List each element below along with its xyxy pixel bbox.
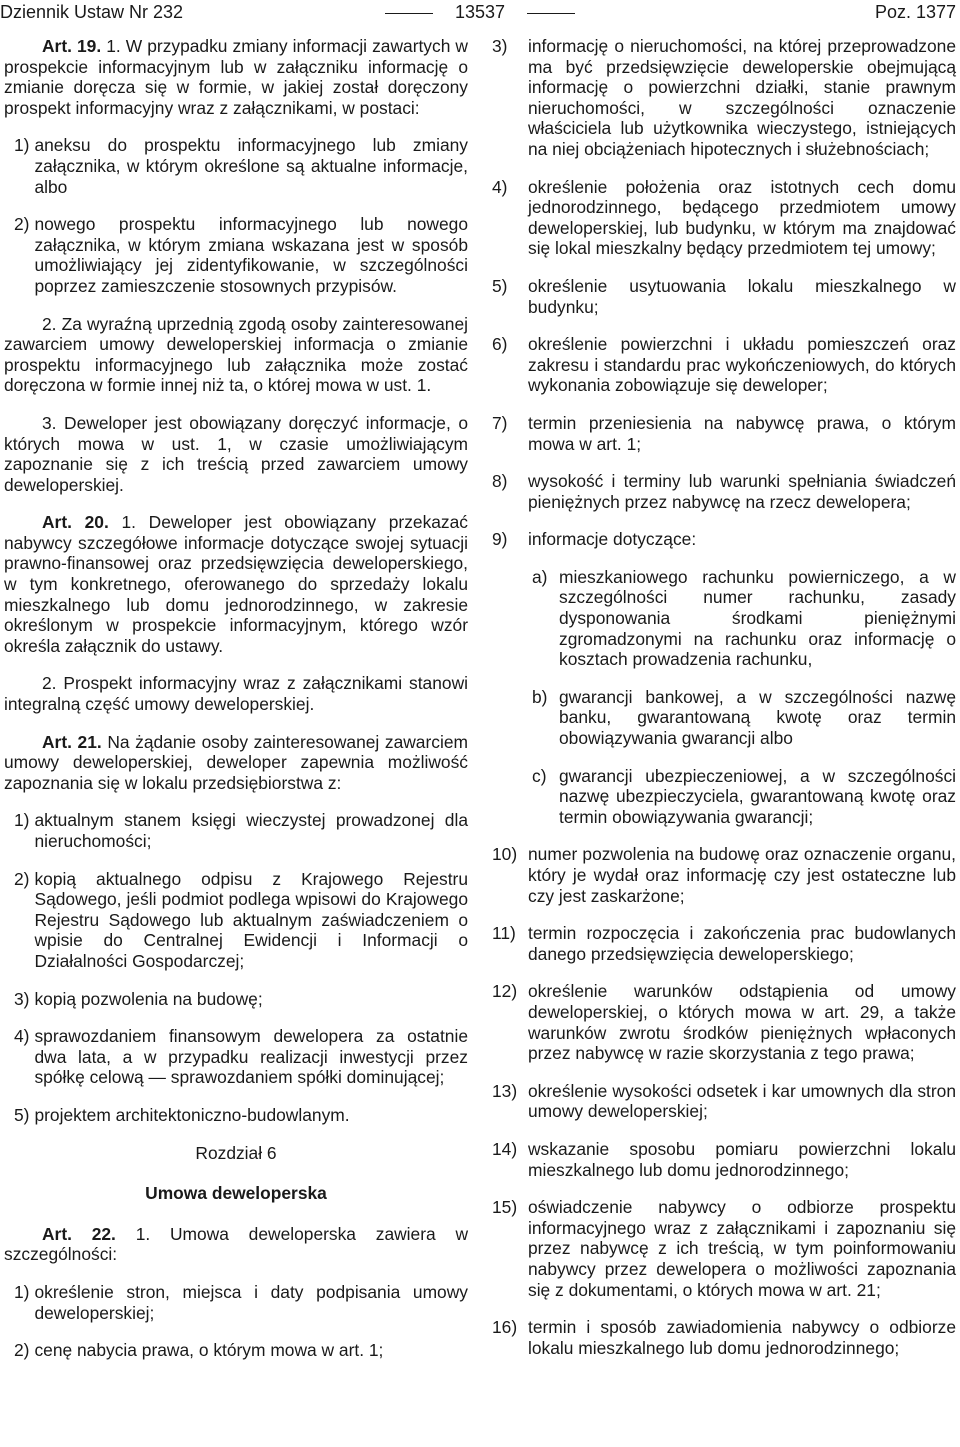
- item-text: termin rozpoczęcia i zakończenia prac budowlanych danego przedsięwzięcia deweloperskiego;: [528, 923, 956, 964]
- page-number-text: 13537: [454, 2, 506, 22]
- sub-list-item: [532, 567, 956, 670]
- item-number: 4): [14, 1026, 30, 1047]
- item-number: b): [532, 686, 548, 707]
- item-number: 10): [492, 844, 518, 865]
- item-number: 7): [492, 412, 508, 433]
- list-item: [492, 1081, 956, 1122]
- list-item: [492, 334, 956, 396]
- list-item: [4, 989, 468, 1010]
- item-text: nowego prospektu informacyjnego lub nowego załącznika, w którym zmiana wskazana jest w sposób umożliwiający jej zidentyfikowanie, w szczególności poprzez zamieszczenie stosownych przypisów.: [34, 214, 468, 296]
- item-number: c): [532, 765, 547, 786]
- list-item: [4, 214, 468, 296]
- list-item: [4, 810, 468, 851]
- item-number: 15): [492, 1197, 518, 1218]
- art21-list: [4, 810, 468, 1125]
- left-column: [4, 36, 468, 1378]
- item-text: określenie stron, miejsca i daty podpisania umowy deweloperskiej;: [34, 1281, 468, 1323]
- item-number: 16): [492, 1317, 518, 1338]
- item-text: aneksu do prospektu informacyjnego lub zmiany załącznika, w którym określone są aktualne informacje, albo: [34, 135, 468, 197]
- list-item: [492, 276, 956, 317]
- art19-list: [4, 135, 468, 296]
- list-item: [492, 36, 956, 160]
- item-text: gwarancji bankowej, a w szczególności nazwę banku, gwarantowaną kwotę oraz termin obowiązywania gwarancji albo: [559, 686, 956, 749]
- journal-title: Dziennik Ustaw Nr 232: [0, 2, 184, 22]
- list-item: [492, 981, 956, 1063]
- item-text: oświadczenie nabywcy o odbiorze prospektu informacyjnego wraz z załącznikami i zapoznaniu się przez nabywcę z ich treścią, w tym poinformowaniu nabywcy przez dewelopera o możliwości zapoznania się z dokumentami, o których mowa w art. 21;: [528, 1197, 956, 1300]
- art22-heading: Art. 22.: [42, 1223, 116, 1244]
- item-text: gwarancji ubezpieczeniowej, a w szczególności nazwę ubezpieczyciela, gwarantowaną kwotę oraz termin obowiązywania gwarancji;: [559, 765, 956, 827]
- item-text: określenie położenia oraz istotnych cech domu jednorodzinnego, będącego przedmiotem umowy deweloperskiej, lub budynku, w którym ma znajdować się lokal mieszkalny będący przedmiotem tej umowy;: [528, 176, 956, 259]
- chapter-title: Umowa deweloperska: [145, 1183, 327, 1204]
- item-text: określenie powierzchni i układu pomieszczeń oraz zakresu i standardu prac wykończeniowych, do których wykonania zobowiązuje się deweloper;: [528, 334, 956, 396]
- art21-par1: [4, 732, 468, 794]
- item-number: 2): [14, 214, 30, 235]
- list-item: [492, 844, 956, 906]
- list-item: [492, 923, 956, 964]
- item-text: kopią aktualnego odpisu z Krajowego Rejestru Sądowego, jeśli podmiot podlega wpisowi do Krajowego Rejestru Sądowego lub aktualnym zaświadczeniem o wpisie do Centralnej Ewidencji i Informacji o Działalności Gospodarczej;: [34, 868, 468, 971]
- art19-par1: [4, 36, 468, 118]
- art22-list: [4, 1282, 468, 1361]
- list-item: [492, 413, 956, 454]
- item-number: 13): [492, 1080, 518, 1101]
- art22-list-continued: [492, 36, 956, 550]
- chapter-number: Rozdział 6: [195, 1142, 277, 1163]
- art19-heading: Art. 19.: [42, 36, 102, 56]
- list-item: [4, 1026, 468, 1088]
- item-text: określenie usytuowania lokalu mieszkalnego w budynku;: [528, 275, 956, 317]
- item-number: 14): [492, 1138, 518, 1159]
- list-item: [492, 1139, 956, 1180]
- art22-par1-text: 1. Umowa deweloperska zawiera w szczególności:: [4, 1223, 468, 1265]
- item-text: określenie warunków odstąpienia od umowy deweloperskiej, o których mowa w art. 29, a także warunków zwrotu środków pieniężnych wpłaconych przez nabywcę w razie skorzystania z tego prawa;: [528, 981, 956, 1064]
- list-item: [4, 1282, 468, 1323]
- sub-list-item: [532, 687, 956, 749]
- list-item: [492, 1197, 956, 1300]
- item-number: 1): [14, 810, 30, 831]
- item-number: 6): [492, 334, 508, 355]
- item-text: aktualnym stanem księgi wieczystej prowadzonej dla nieruchomości;: [34, 810, 468, 851]
- item-number: a): [532, 566, 548, 587]
- art22-sublist: [492, 567, 956, 828]
- item-text: określenie wysokości odsetek i kar umownych dla stron umowy deweloperskiej;: [528, 1080, 956, 1122]
- item-number: 3): [14, 988, 30, 1009]
- item-number: 1): [14, 1281, 30, 1302]
- art22-par1: [4, 1224, 468, 1265]
- right-column: [492, 36, 956, 1375]
- art20-heading: Art. 20.: [42, 512, 109, 533]
- art21-par1-text: Na żądanie osoby zainteresowanej zawarciem umowy deweloperskiej, deweloper zapewnia możliwość zapoznania się w lokalu przedsiębiorstwa z:: [4, 731, 468, 793]
- item-number: 5): [14, 1104, 30, 1125]
- list-item: [492, 529, 956, 550]
- item-number: 11): [492, 923, 516, 944]
- position-number: Poz. 1377: [874, 2, 956, 22]
- sub-list-item: [532, 766, 956, 828]
- item-text: informację o nieruchomości, na której przeprowadzone ma być przedsięwzięcie deweloperskie obejmującą informację o powierzchni działki, stanie prawnym nieruchomości, w szczególności oznaczenie właściciela lub użytkownika wieczystego, istniejących na niej obciążeniach hipotecznych i służebnościach;: [528, 36, 956, 159]
- list-item: [492, 177, 956, 259]
- item-number: 9): [492, 529, 508, 550]
- list-item: [4, 1340, 468, 1361]
- dash-right: [527, 13, 575, 14]
- item-text: kopią pozwolenia na budowę;: [34, 988, 263, 1009]
- art20-par2: 2. Prospekt informacyjny wraz z załącznikami stanowi integralną część umowy deweloperskiej.: [4, 673, 468, 715]
- art19-par3: 3. Deweloper jest obowiązany doręczyć informacje, o których mowa w ust. 1, w czasie umożliwiającym zapoznanie się z ich treścią przed zawarciem umowy deweloperskiej.: [4, 412, 468, 495]
- page-header: [0, 0, 960, 24]
- item-number: 2): [14, 868, 30, 889]
- item-text: termin i sposób zawiadomienia nabywcy o odbiorze lokalu mieszkalnego lub domu jednorodzinnego;: [528, 1317, 956, 1358]
- list-item: [4, 135, 468, 197]
- list-item: [492, 471, 956, 512]
- art19-par2: 2. Za wyraźną uprzednią zgodą osoby zainteresowanej zawarciem umowy deweloperskiej informacja o zmianie prospektu informacyjnego lub załącznika może zostać doręczona w formie innej niż ta, o której mowa w ust. 1.: [4, 313, 468, 396]
- item-number: 8): [492, 471, 508, 492]
- item-text: projektem architektoniczno-budowlanym.: [34, 1104, 350, 1125]
- art19-par1-text: 1. W przypadku zmiany informacji zawartych w prospekcie informacyjnym lub w załączniku informację o zmianie doręcza się w formie, w jakiej został doręczony prospekt informacyjny wraz z załącznikami, w postaci:: [4, 36, 468, 118]
- list-item: [4, 1105, 468, 1126]
- art21-heading: Art. 21.: [42, 731, 102, 752]
- item-text: informacje dotyczące:: [528, 529, 697, 550]
- item-text: wskazanie sposobu pomiaru powierzchni lokalu mieszkalnego lub domu jednorodzinnego;: [528, 1138, 956, 1180]
- item-text: wysokość i terminy lub warunki spełniania świadczeń pieniężnych przez nabywcę na rzecz dewelopera;: [528, 471, 956, 512]
- item-number: 4): [492, 176, 508, 197]
- item-number: 1): [14, 135, 30, 156]
- art22-list-continued-2: [492, 844, 956, 1358]
- art20-par1: [4, 512, 468, 656]
- item-text: termin przeniesienia na nabywcę prawa, o którym mowa w art. 1;: [528, 412, 956, 454]
- item-text: numer pozwolenia na budowę oraz oznaczenie organu, który je wydał oraz informację czy jest ostateczne lub czy jest zaskarżone;: [528, 844, 956, 906]
- item-text: cenę nabycia prawa, o którym mowa w art. 1;: [34, 1340, 384, 1361]
- page-number: [0, 2, 960, 23]
- item-text: mieszkaniowego rachunku powierniczego, a w szczególności numer rachunku, zasady dysponowania środkami pieniężnymi zgromadzonymi na rachunku oraz informację o kosztach prowadzenia rachunku,: [559, 566, 956, 670]
- item-text: sprawozdaniem finansowym dewelopera za ostatnie dwa lata, a w przypadku realizacji inwestycji przez spółkę celową — sprawozdaniem spółki dominującej;: [34, 1026, 468, 1088]
- dash-left: [385, 13, 433, 14]
- item-number: 3): [492, 36, 508, 56]
- item-number: 2): [14, 1340, 30, 1361]
- art20-par1-text: 1. Deweloper jest obowiązany przekazać nabywcy szczegółowe informacje dotyczące swojej sytuacji prawno-finansowej oraz przedsięwzięcia deweloperskiego, w tym konkretnego, oferowanego do sprzedaży lokalu mieszkalnego lub domu jednorodzinnego, w zakresie określonym w prospekcie informacyjnym, którego wzór określa załącznik do ustawy.: [4, 512, 468, 656]
- list-item: [492, 1317, 956, 1358]
- item-number: 12): [492, 981, 518, 1002]
- item-number: 5): [492, 275, 508, 296]
- list-item: [4, 869, 468, 972]
